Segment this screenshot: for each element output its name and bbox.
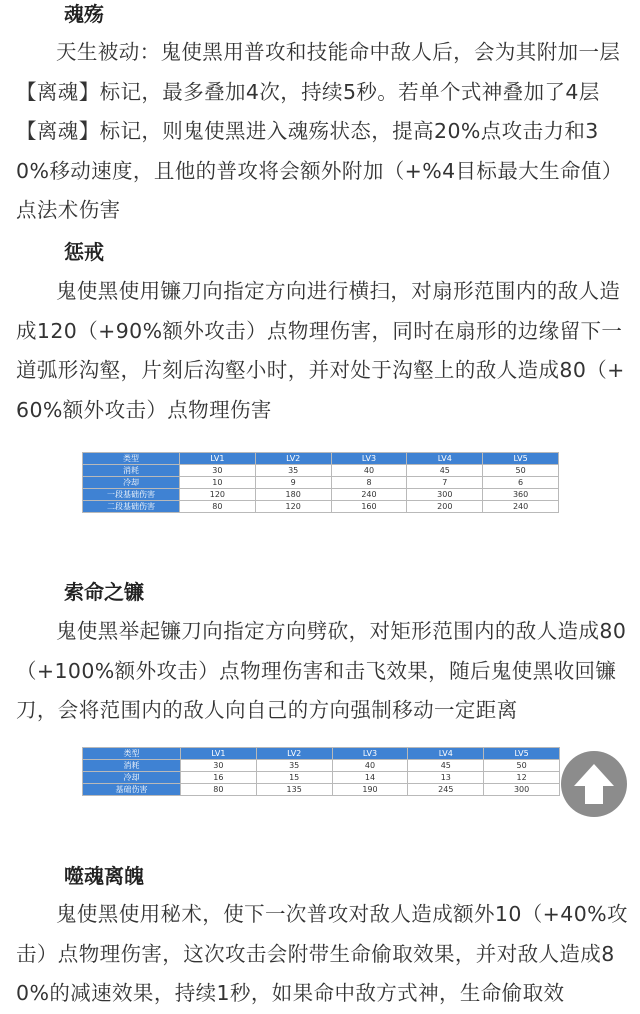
skill-stats-table: [82, 452, 559, 513]
table-cell: 160: [331, 501, 407, 513]
table-row-label: 冷却: [83, 772, 181, 784]
table-cell: 240: [483, 501, 559, 513]
table-header-cell: 类型: [83, 748, 181, 760]
table-cell: 12: [484, 772, 560, 784]
table-row-label: 基础伤害: [83, 784, 181, 796]
table-cell: 8: [331, 477, 407, 489]
table-header-cell: LV1: [180, 453, 256, 465]
table-cell: 180: [255, 489, 331, 501]
section-title: 魂殇: [64, 2, 104, 26]
table-cell: 300: [407, 489, 483, 501]
table-row: [83, 760, 560, 772]
table-row: [83, 465, 559, 477]
table-cell: 13: [408, 772, 484, 784]
table-cell: 120: [180, 489, 256, 501]
table-row-label: 消耗: [83, 465, 180, 477]
table-cell: 30: [181, 760, 257, 772]
table-row: [83, 489, 559, 501]
section-paragraph: 鬼使黑举起镰刀向指定方向劈砍，对矩形范围内的敌人造成80（+100%额外攻击）点物理伤害和击飞效果，随后鬼使黑收回镰刀，会将范围内的敌人向自己的方向强制移动一定距离: [16, 619, 627, 722]
table-header-cell: LV2: [255, 453, 331, 465]
table-cell: 120: [255, 501, 331, 513]
table-cell: 35: [256, 760, 332, 772]
table-cell: 30: [180, 465, 256, 477]
table-cell: 45: [407, 465, 483, 477]
table-header-row: [83, 453, 559, 465]
section-title: 噬魂离魄: [64, 864, 144, 888]
table-row-label: 冷却: [83, 477, 180, 489]
table-header-cell: LV5: [483, 453, 559, 465]
arrow-up-icon: [561, 751, 627, 817]
table-cell: 10: [180, 477, 256, 489]
table-cell: 240: [331, 489, 407, 501]
table-cell: 200: [407, 501, 483, 513]
table-cell: 9: [255, 477, 331, 489]
table-cell: 50: [484, 760, 560, 772]
table-header-cell: LV1: [181, 748, 257, 760]
table-header-cell: 类型: [83, 453, 180, 465]
table-header-cell: LV2: [256, 748, 332, 760]
table-header-cell: LV3: [332, 748, 408, 760]
table-cell: 15: [256, 772, 332, 784]
table-cell: 245: [408, 784, 484, 796]
table-cell: 360: [483, 489, 559, 501]
table-cell: 190: [332, 784, 408, 796]
table-header-cell: LV4: [408, 748, 484, 760]
table-cell: 7: [407, 477, 483, 489]
table-row: [83, 772, 560, 784]
table-row: [83, 784, 560, 796]
table-cell: 300: [484, 784, 560, 796]
table-row: [83, 477, 559, 489]
table-cell: 14: [332, 772, 408, 784]
table-header-cell: LV4: [407, 453, 483, 465]
table-cell: 40: [332, 760, 408, 772]
skill-stats-table: [82, 747, 560, 796]
table-cell: 40: [331, 465, 407, 477]
table-cell: 45: [408, 760, 484, 772]
table-row: [83, 501, 559, 513]
table-cell: 80: [180, 501, 256, 513]
table-header-cell: LV5: [484, 748, 560, 760]
section-title: 惩戒: [64, 240, 104, 264]
table-cell: 50: [483, 465, 559, 477]
table-cell: 6: [483, 477, 559, 489]
table-cell: 80: [181, 784, 257, 796]
table-header-cell: LV3: [331, 453, 407, 465]
scroll-to-top-button[interactable]: [561, 751, 627, 817]
section-title: 索命之镰: [64, 580, 144, 604]
section-paragraph: 鬼使黑使用秘术，使下一次普攻对敌人造成额外10（+40%攻击）点物理伤害，这次攻击会附带生命偷取效果，并对敌人造成80%的减速效果，持续1秒，如果命中敌方式神，生命偷取效: [16, 902, 628, 1005]
table-cell: 135: [256, 784, 332, 796]
table-cell: 35: [255, 465, 331, 477]
table-header-row: [83, 748, 560, 760]
table-row-label: 一段基础伤害: [83, 489, 180, 501]
section-paragraph: 鬼使黑使用镰刀向指定方向进行横扫，对扇形范围内的敌人造成120（+90%额外攻击）点物理伤害，同时在扇形的边缘留下一道弧形沟壑，片刻后沟壑小时，并对处于沟壑上的敌人造成80（+60%额外攻击）点物理伤害: [16, 279, 625, 422]
table-row-label: 消耗: [83, 760, 181, 772]
table-row-label: 二段基础伤害: [83, 501, 180, 513]
table-cell: 16: [181, 772, 257, 784]
section-paragraph: 天生被动：鬼使黑用普攻和技能命中敌人后，会为其附加一层【离魂】标记，最多叠加4次，持续5秒。若单个式神叠加了4层【离魂】标记，则鬼使黑进入魂殇状态，提高20%点攻击力和30%移动速度，且他的普攻将会额外附加（+%4目标最大生命值）点法术伤害: [16, 40, 623, 222]
